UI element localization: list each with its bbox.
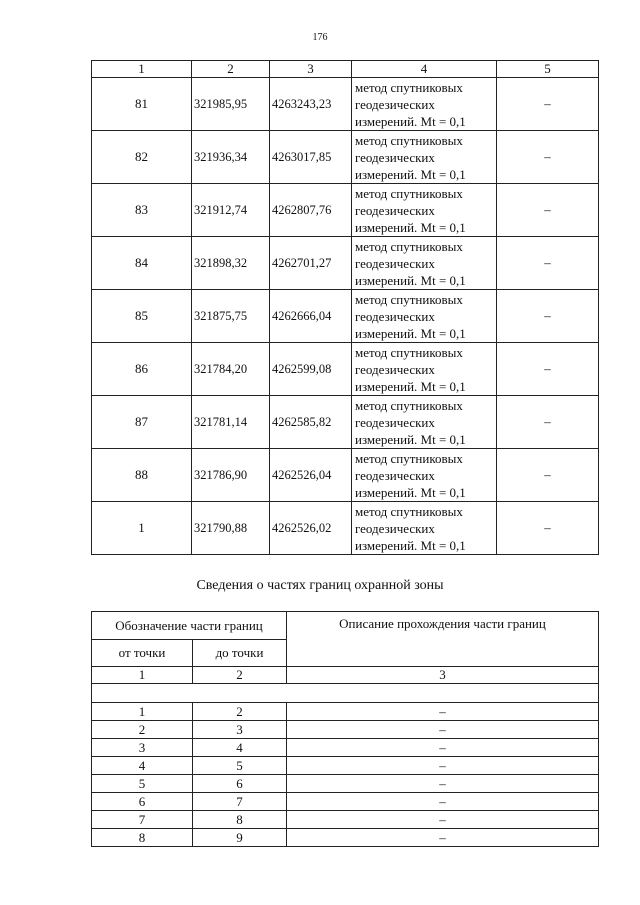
coordinates-header-row xyxy=(92,61,599,78)
method-cell xyxy=(352,78,497,131)
method-line: метод спутниковых xyxy=(355,344,463,360)
blank-row xyxy=(92,684,599,703)
method-cell xyxy=(352,290,497,343)
table-row xyxy=(92,811,599,829)
from-point-header: от точки xyxy=(92,640,193,667)
from-point-cell: 7 xyxy=(92,811,193,829)
coordinates-table xyxy=(91,60,599,555)
note-cell: – xyxy=(497,502,599,555)
point-number-cell: 82 xyxy=(92,131,192,184)
note-cell: – xyxy=(497,396,599,449)
method-line: измерений. Mt = 0,1 xyxy=(355,113,466,129)
note-cell: – xyxy=(497,131,599,184)
note-cell: – xyxy=(497,237,599,290)
x-coordinate-cell: 321784,20 xyxy=(192,343,270,396)
method-line: измерений. Mt = 0,1 xyxy=(355,325,466,341)
method-cell xyxy=(352,184,497,237)
x-coordinate-cell: 321985,95 xyxy=(192,78,270,131)
to-point-header: до точки xyxy=(193,640,287,667)
to-point-cell: 6 xyxy=(193,775,287,793)
method-cell xyxy=(352,237,497,290)
from-point-cell: 8 xyxy=(92,829,193,847)
method-line: измерений. Mt = 0,1 xyxy=(355,378,466,394)
description-cell: – xyxy=(287,793,599,811)
y-coordinate-cell: 4263017,85 xyxy=(270,131,352,184)
method-cell xyxy=(352,449,497,502)
x-coordinate-cell: 321790,88 xyxy=(192,502,270,555)
to-point-cell: 4 xyxy=(193,739,287,757)
y-coordinate-cell: 4262526,02 xyxy=(270,502,352,555)
method-line: геодезических xyxy=(355,467,435,483)
y-coordinate-cell: 4262585,82 xyxy=(270,396,352,449)
note-cell: – xyxy=(497,290,599,343)
method-line: метод спутниковых xyxy=(355,79,463,95)
from-point-cell: 4 xyxy=(92,757,193,775)
table-row xyxy=(92,78,599,131)
point-number-cell: 1 xyxy=(92,502,192,555)
table-row xyxy=(92,775,599,793)
x-coordinate-cell: 321781,14 xyxy=(192,396,270,449)
boundary-parts-table xyxy=(91,611,599,847)
column-number-5: 5 xyxy=(497,61,599,78)
column-number-3: 3 xyxy=(287,667,599,684)
x-coordinate-cell: 321912,74 xyxy=(192,184,270,237)
from-point-cell: 1 xyxy=(92,703,193,721)
y-coordinate-cell: 4262807,76 xyxy=(270,184,352,237)
column-number-4: 4 xyxy=(352,61,497,78)
point-number-cell: 83 xyxy=(92,184,192,237)
point-number-cell: 85 xyxy=(92,290,192,343)
y-coordinate-cell: 4262666,04 xyxy=(270,290,352,343)
method-line: метод спутниковых xyxy=(355,185,463,201)
boundary-column-numbers-row xyxy=(92,667,599,684)
point-number-cell: 88 xyxy=(92,449,192,502)
description-cell: – xyxy=(287,757,599,775)
x-coordinate-cell: 321936,34 xyxy=(192,131,270,184)
table-row xyxy=(92,502,599,555)
method-line: измерений. Mt = 0,1 xyxy=(355,484,466,500)
y-coordinate-cell: 4262701,27 xyxy=(270,237,352,290)
method-line: геодезических xyxy=(355,520,435,536)
method-line: геодезических xyxy=(355,361,435,377)
description-cell: – xyxy=(287,775,599,793)
method-line: измерений. Mt = 0,1 xyxy=(355,166,466,182)
point-number-cell: 81 xyxy=(92,78,192,131)
blank-cell xyxy=(92,684,599,703)
table-row xyxy=(92,343,599,396)
method-line: геодезических xyxy=(355,255,435,271)
method-line: геодезических xyxy=(355,202,435,218)
to-point-cell: 7 xyxy=(193,793,287,811)
to-point-cell: 9 xyxy=(193,829,287,847)
y-coordinate-cell: 4263243,23 xyxy=(270,78,352,131)
point-number-cell: 87 xyxy=(92,396,192,449)
method-line: геодезических xyxy=(355,96,435,112)
boundary-designation-header: Обозначение части границ xyxy=(92,612,287,640)
note-cell: – xyxy=(497,449,599,502)
to-point-cell: 2 xyxy=(193,703,287,721)
from-point-cell: 3 xyxy=(92,739,193,757)
x-coordinate-cell: 321898,32 xyxy=(192,237,270,290)
from-point-cell: 5 xyxy=(92,775,193,793)
column-number-1: 1 xyxy=(92,61,192,78)
to-point-cell: 3 xyxy=(193,721,287,739)
description-cell: – xyxy=(287,811,599,829)
description-cell: – xyxy=(287,721,599,739)
note-cell: – xyxy=(497,184,599,237)
table-row xyxy=(92,757,599,775)
note-cell: – xyxy=(497,78,599,131)
method-line: геодезических xyxy=(355,414,435,430)
method-line: измерений. Mt = 0,1 xyxy=(355,431,466,447)
point-number-cell: 86 xyxy=(92,343,192,396)
table-row xyxy=(92,396,599,449)
table-row xyxy=(92,290,599,343)
method-line: измерений. Mt = 0,1 xyxy=(355,219,466,235)
method-line: измерений. Mt = 0,1 xyxy=(355,272,466,288)
description-cell: – xyxy=(287,703,599,721)
table-row xyxy=(92,829,599,847)
method-line: метод спутниковых xyxy=(355,238,463,254)
method-line: геодезических xyxy=(355,308,435,324)
table-row xyxy=(92,237,599,290)
page-number: 176 xyxy=(312,32,328,43)
to-point-cell: 8 xyxy=(193,811,287,829)
note-cell: – xyxy=(497,343,599,396)
column-number-2: 2 xyxy=(193,667,287,684)
method-cell xyxy=(352,396,497,449)
table-row xyxy=(92,449,599,502)
table-row xyxy=(92,739,599,757)
table-row xyxy=(92,131,599,184)
column-number-1: 1 xyxy=(92,667,193,684)
x-coordinate-cell: 321786,90 xyxy=(192,449,270,502)
boundary-header-row xyxy=(92,612,599,640)
from-point-cell: 2 xyxy=(92,721,193,739)
method-cell xyxy=(352,502,497,555)
description-cell: – xyxy=(287,739,599,757)
method-line: метод спутниковых xyxy=(355,291,463,307)
method-line: измерений. Mt = 0,1 xyxy=(355,537,466,553)
from-point-cell: 6 xyxy=(92,793,193,811)
method-line: геодезических xyxy=(355,149,435,165)
method-line: метод спутниковых xyxy=(355,397,463,413)
description-cell: – xyxy=(287,829,599,847)
table-row xyxy=(92,721,599,739)
column-number-3: 3 xyxy=(270,61,352,78)
method-cell xyxy=(352,131,497,184)
y-coordinate-cell: 4262526,04 xyxy=(270,449,352,502)
table-row xyxy=(92,793,599,811)
table-row xyxy=(92,703,599,721)
table-row xyxy=(92,184,599,237)
method-cell xyxy=(352,343,497,396)
method-line: метод спутниковых xyxy=(355,503,463,519)
method-line: метод спутниковых xyxy=(355,450,463,466)
column-number-2: 2 xyxy=(192,61,270,78)
section-title: Сведения о частях границ охранной зоны xyxy=(196,578,444,593)
y-coordinate-cell: 4262599,08 xyxy=(270,343,352,396)
method-line: метод спутниковых xyxy=(355,132,463,148)
point-number-cell: 84 xyxy=(92,237,192,290)
boundary-description-header: Описание прохождения части границ xyxy=(287,612,599,667)
to-point-cell: 5 xyxy=(193,757,287,775)
x-coordinate-cell: 321875,75 xyxy=(192,290,270,343)
